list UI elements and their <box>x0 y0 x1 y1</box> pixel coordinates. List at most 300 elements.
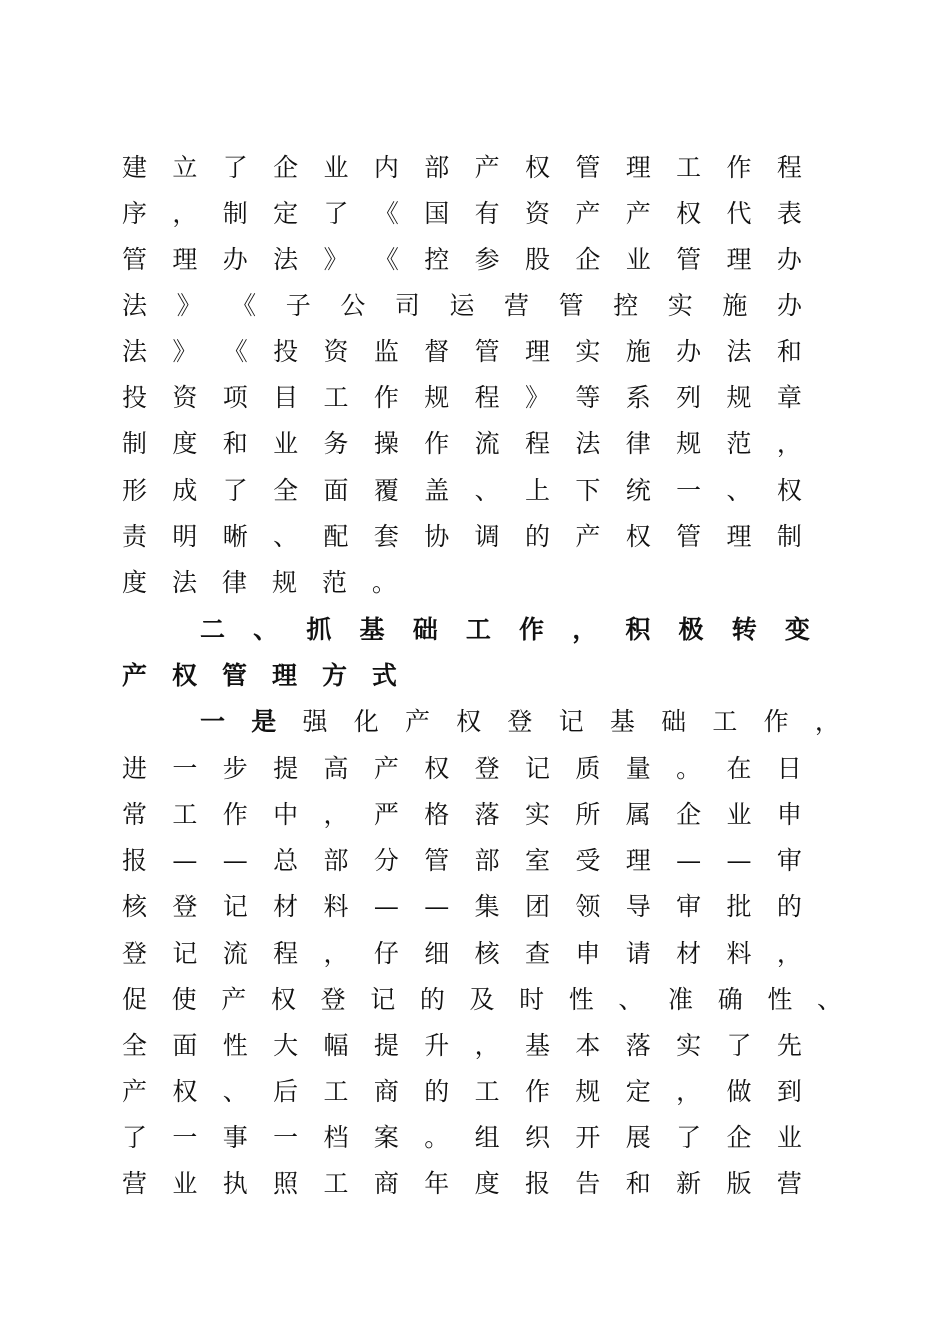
glyph: 全 <box>122 1031 148 1060</box>
glyph: 使 <box>171 985 197 1014</box>
text-line <box>122 1072 802 1112</box>
glyph: 程 <box>776 153 802 182</box>
glyph: 法 <box>122 291 148 320</box>
glyph: 管 <box>676 522 702 551</box>
glyph: 商 <box>373 1077 399 1106</box>
glyph: 控 <box>613 291 639 320</box>
glyph: 企 <box>575 245 601 274</box>
glyph: 登 <box>172 892 198 921</box>
glyph: ， <box>776 429 802 458</box>
text-line <box>122 980 842 1020</box>
glyph: 和 <box>776 337 802 366</box>
glyph: 工 <box>676 153 702 182</box>
glyph: 业 <box>323 153 349 182</box>
glyph: 工 <box>323 383 349 412</box>
glyph: 工 <box>323 1077 349 1106</box>
glyph: 升 <box>424 1031 450 1060</box>
glyph: 记 <box>370 985 396 1014</box>
glyph: 法 <box>273 245 299 274</box>
glyph: 办 <box>776 291 802 320</box>
glyph: 权 <box>776 476 802 505</box>
glyph: 记 <box>172 939 198 968</box>
glyph: 产 <box>575 522 601 551</box>
glyph: 责 <box>122 522 148 551</box>
glyph: ， <box>323 800 349 829</box>
glyph: 步 <box>222 754 248 783</box>
glyph: 规 <box>575 1077 601 1106</box>
glyph: 建 <box>122 153 148 182</box>
glyph: 》 <box>323 245 349 274</box>
glyph: 法 <box>575 429 601 458</box>
glyph: 导 <box>625 892 651 921</box>
glyph: 企 <box>676 800 702 829</box>
glyph: 年 <box>424 1169 450 1198</box>
glyph: 产 <box>474 153 500 182</box>
glyph: 配 <box>323 522 349 551</box>
glyph: 质 <box>575 754 601 783</box>
glyph: 。 <box>371 568 397 597</box>
glyph: 做 <box>726 1077 752 1106</box>
glyph: 成 <box>172 476 198 505</box>
text-line <box>122 563 397 603</box>
glyph: 权 <box>424 754 450 783</box>
glyph: 列 <box>676 383 702 412</box>
glyph: 范 <box>321 568 347 597</box>
glyph: 资 <box>172 383 198 412</box>
glyph: 准 <box>668 985 694 1014</box>
glyph: 理 <box>726 522 752 551</box>
glyph: 记 <box>558 707 584 736</box>
glyph: 材 <box>676 939 702 968</box>
glyph: 产 <box>221 985 247 1014</box>
glyph: 是 <box>251 707 277 736</box>
glyph: 和 <box>222 429 248 458</box>
glyph: 核 <box>122 892 148 921</box>
glyph: 、 <box>474 476 500 505</box>
glyph: 进 <box>122 754 148 783</box>
glyph: 的 <box>424 1077 450 1106</box>
glyph: 章 <box>776 383 802 412</box>
glyph: 流 <box>474 429 500 458</box>
glyph: 料 <box>726 939 752 968</box>
glyph: — <box>726 846 752 875</box>
glyph: 核 <box>474 939 500 968</box>
glyph: 面 <box>323 476 349 505</box>
glyph: 了 <box>676 1123 702 1152</box>
glyph: 调 <box>474 522 500 551</box>
glyph: 法 <box>122 337 148 366</box>
glyph: ， <box>572 615 598 644</box>
glyph: 一 <box>172 754 198 783</box>
glyph: 施 <box>625 337 651 366</box>
glyph: 权 <box>270 985 296 1014</box>
glyph: 时 <box>519 985 545 1014</box>
glyph: 申 <box>776 800 802 829</box>
glyph: 律 <box>221 568 247 597</box>
glyph: 序 <box>122 199 148 228</box>
glyph: 上 <box>525 476 551 505</box>
glyph: 一 <box>172 1123 198 1152</box>
glyph: 及 <box>469 985 495 1014</box>
glyph: 变 <box>784 615 810 644</box>
glyph: 办 <box>676 337 702 366</box>
glyph: 组 <box>474 1123 500 1152</box>
glyph: 强 <box>302 707 328 736</box>
text-line <box>122 887 802 927</box>
glyph: 础 <box>412 615 438 644</box>
glyph: 申 <box>575 939 601 968</box>
glyph: 格 <box>424 800 450 829</box>
glyph: 登 <box>474 754 500 783</box>
glyph: 作 <box>525 1077 551 1106</box>
glyph: 部 <box>474 846 500 875</box>
glyph: 定 <box>273 199 299 228</box>
glyph: 记 <box>222 892 248 921</box>
glyph: 集 <box>474 892 500 921</box>
glyph: 分 <box>373 846 399 875</box>
glyph: 落 <box>474 800 500 829</box>
glyph: 高 <box>323 754 349 783</box>
glyph: 一 <box>200 707 226 736</box>
paragraph-first-line <box>200 702 840 742</box>
glyph: 产 <box>625 199 651 228</box>
glyph: 式 <box>371 661 397 690</box>
glyph: 项 <box>222 383 248 412</box>
glyph: 》 <box>172 337 198 366</box>
glyph: 仔 <box>373 939 399 968</box>
text-line <box>122 1118 802 1158</box>
text-line <box>122 1164 802 1204</box>
glyph: 了 <box>323 199 349 228</box>
glyph: 中 <box>273 800 299 829</box>
glyph: 大 <box>273 1031 299 1060</box>
text-line <box>122 795 802 835</box>
text-line <box>122 424 802 464</box>
glyph: 查 <box>525 939 551 968</box>
glyph: 执 <box>222 1169 248 1198</box>
glyph: 管 <box>221 661 247 690</box>
glyph: 、 <box>726 476 752 505</box>
glyph: 作 <box>519 615 545 644</box>
glyph: 操 <box>373 429 399 458</box>
glyph: 程 <box>525 429 551 458</box>
glyph: 材 <box>273 892 299 921</box>
glyph: 管 <box>575 153 601 182</box>
glyph: 基 <box>525 1031 551 1060</box>
glyph: 部 <box>323 846 349 875</box>
glyph: — <box>373 892 399 921</box>
glyph: 监 <box>373 337 399 366</box>
glyph: 展 <box>625 1123 651 1152</box>
glyph: 案 <box>373 1123 399 1152</box>
glyph: 日 <box>776 754 802 783</box>
glyph: 公 <box>340 291 366 320</box>
glyph: 营 <box>504 291 530 320</box>
glyph: 管 <box>424 846 450 875</box>
glyph: 实 <box>575 337 601 366</box>
glyph: 制 <box>776 522 802 551</box>
glyph: 施 <box>722 291 748 320</box>
text-line <box>122 194 802 234</box>
glyph: 细 <box>424 939 450 968</box>
glyph: 一 <box>273 1123 299 1152</box>
section-heading <box>200 610 810 650</box>
glyph: 参 <box>474 245 500 274</box>
glyph: 规 <box>726 383 752 412</box>
glyph: 投 <box>122 383 148 412</box>
glyph: 档 <box>323 1123 349 1152</box>
glyph: 和 <box>625 1169 651 1198</box>
glyph: 转 <box>731 615 757 644</box>
glyph: 领 <box>575 892 601 921</box>
glyph: 办 <box>222 245 248 274</box>
glyph: 审 <box>676 892 702 921</box>
glyph: 商 <box>373 1169 399 1198</box>
section-heading-continued <box>122 656 397 696</box>
glyph: 登 <box>122 939 148 968</box>
glyph: 工 <box>712 707 738 736</box>
glyph: 登 <box>320 985 346 1014</box>
glyph: 。 <box>676 754 702 783</box>
glyph: 积 <box>625 615 651 644</box>
glyph: 记 <box>525 754 551 783</box>
glyph: 部 <box>424 153 450 182</box>
glyph: 属 <box>625 800 651 829</box>
text-line <box>122 934 802 974</box>
glyph: 协 <box>424 522 450 551</box>
glyph: 料 <box>323 892 349 921</box>
glyph: ， <box>776 939 802 968</box>
text-line <box>122 1026 802 1066</box>
glyph: 所 <box>575 800 601 829</box>
glyph: 报 <box>122 846 148 875</box>
glyph: 明 <box>172 522 198 551</box>
glyph: 下 <box>575 476 601 505</box>
glyph: 开 <box>575 1123 601 1152</box>
glyph: 投 <box>273 337 299 366</box>
glyph: 工 <box>465 615 491 644</box>
text-line <box>122 240 802 280</box>
glyph: 请 <box>625 939 651 968</box>
glyph: 在 <box>726 754 752 783</box>
glyph: 报 <box>525 1169 551 1198</box>
glyph: 《 <box>373 245 399 274</box>
glyph: 版 <box>726 1169 752 1198</box>
glyph: 》 <box>525 383 551 412</box>
glyph: 营 <box>776 1169 802 1198</box>
glyph: 织 <box>525 1123 551 1152</box>
glyph: 运 <box>449 291 475 320</box>
glyph: 性 <box>767 985 793 1014</box>
glyph: 作 <box>373 383 399 412</box>
glyph: 、 <box>222 1077 248 1106</box>
glyph: 作 <box>222 800 248 829</box>
glyph: 性 <box>222 1031 248 1060</box>
glyph: 的 <box>419 985 445 1014</box>
glyph: 控 <box>424 245 450 274</box>
text-line <box>122 332 802 372</box>
glyph: 管 <box>558 291 584 320</box>
glyph: 实 <box>676 1031 702 1060</box>
glyph: 套 <box>373 522 399 551</box>
glyph: 定 <box>625 1077 651 1106</box>
glyph: 《 <box>231 291 257 320</box>
glyph: 股 <box>525 245 551 274</box>
glyph: 量 <box>625 754 651 783</box>
glyph: 》 <box>176 291 202 320</box>
glyph: 的 <box>525 522 551 551</box>
glyph: 了 <box>222 476 248 505</box>
glyph: 规 <box>271 568 297 597</box>
glyph: 、 <box>816 985 842 1014</box>
glyph: 、 <box>273 522 299 551</box>
glyph: 基 <box>359 615 385 644</box>
text-line <box>122 471 802 511</box>
glyph: 方 <box>321 661 347 690</box>
glyph: 度 <box>172 429 198 458</box>
glyph: 企 <box>273 153 299 182</box>
glyph: 幅 <box>323 1031 349 1060</box>
glyph: 统 <box>625 476 651 505</box>
glyph: 作 <box>726 153 752 182</box>
glyph: 室 <box>524 846 550 875</box>
text-line <box>122 841 802 881</box>
glyph: 常 <box>122 800 148 829</box>
glyph: 资 <box>323 337 349 366</box>
glyph: 管 <box>474 337 500 366</box>
glyph: 覆 <box>373 476 399 505</box>
glyph: 产 <box>373 754 399 783</box>
glyph: 度 <box>474 1169 500 1198</box>
glyph: 法 <box>171 568 197 597</box>
glyph: 促 <box>122 985 148 1014</box>
glyph: 作 <box>424 429 450 458</box>
glyph: 本 <box>575 1031 601 1060</box>
glyph: 础 <box>661 707 687 736</box>
glyph: 、 <box>253 615 279 644</box>
glyph: 营 <box>122 1169 148 1198</box>
glyph: 理 <box>625 846 651 875</box>
glyph: 工 <box>474 1077 500 1106</box>
text-line <box>122 286 802 326</box>
glyph: 制 <box>122 429 148 458</box>
glyph: 度 <box>122 568 148 597</box>
glyph: 权 <box>171 661 197 690</box>
glyph: 抓 <box>306 615 332 644</box>
glyph: 流 <box>222 939 248 968</box>
glyph: 化 <box>353 707 379 736</box>
glyph: 务 <box>323 429 349 458</box>
glyph: 产 <box>122 1077 148 1106</box>
glyph: 盖 <box>424 476 450 505</box>
glyph: 规 <box>424 383 450 412</box>
glyph: 全 <box>273 476 299 505</box>
glyph: ， <box>814 707 840 736</box>
glyph: 到 <box>776 1077 802 1106</box>
glyph: 审 <box>776 846 802 875</box>
glyph: 权 <box>625 522 651 551</box>
glyph: 立 <box>172 153 198 182</box>
glyph: 规 <box>676 429 702 458</box>
glyph: ， <box>172 199 198 228</box>
glyph: 总 <box>273 846 299 875</box>
glyph: 权 <box>172 1077 198 1106</box>
text-line <box>122 148 802 188</box>
glyph: 产 <box>122 661 148 690</box>
glyph: 了 <box>122 1123 148 1152</box>
glyph: 、 <box>618 985 644 1014</box>
glyph: 督 <box>424 337 450 366</box>
glyph: 受 <box>575 846 601 875</box>
glyph: ， <box>474 1031 500 1060</box>
glyph: 二 <box>200 615 226 644</box>
glyph: 工 <box>323 1169 349 1198</box>
glyph: 登 <box>507 707 533 736</box>
glyph: 业 <box>625 245 651 274</box>
glyph: 先 <box>776 1031 802 1060</box>
glyph: 国 <box>424 199 450 228</box>
glyph: 面 <box>172 1031 198 1060</box>
glyph: 极 <box>678 615 704 644</box>
glyph: 业 <box>172 1169 198 1198</box>
glyph: 范 <box>726 429 752 458</box>
glyph: — <box>172 846 198 875</box>
glyph: 基 <box>609 707 635 736</box>
glyph: 批 <box>726 892 752 921</box>
glyph: ， <box>676 1077 702 1106</box>
glyph: 严 <box>373 800 399 829</box>
glyph: 提 <box>373 1031 399 1060</box>
glyph: 程 <box>273 939 299 968</box>
glyph: ， <box>323 939 349 968</box>
glyph: 程 <box>474 383 500 412</box>
glyph: 管 <box>676 245 702 274</box>
glyph: 办 <box>776 245 802 274</box>
glyph: 团 <box>524 892 550 921</box>
glyph: 《 <box>222 337 248 366</box>
glyph: 作 <box>763 707 789 736</box>
glyph: 制 <box>222 199 248 228</box>
glyph: — <box>424 892 450 921</box>
text-line <box>122 749 802 789</box>
glyph: 内 <box>373 153 399 182</box>
glyph: 理 <box>271 661 297 690</box>
glyph: 业 <box>726 800 752 829</box>
glyph: 实 <box>667 291 693 320</box>
glyph: 管 <box>122 245 148 274</box>
glyph: 权 <box>525 153 551 182</box>
glyph: 理 <box>726 245 752 274</box>
glyph: 等 <box>575 383 601 412</box>
glyph: 权 <box>676 199 702 228</box>
glyph: 事 <box>222 1123 248 1152</box>
glyph: 形 <box>122 476 148 505</box>
glyph: 照 <box>273 1169 299 1198</box>
glyph: 理 <box>625 153 651 182</box>
glyph: 一 <box>676 476 702 505</box>
glyph: 晰 <box>222 522 248 551</box>
glyph: 了 <box>222 153 248 182</box>
glyph: 代 <box>726 199 752 228</box>
glyph: 法 <box>726 337 752 366</box>
glyph: 新 <box>676 1169 702 1198</box>
glyph: 。 <box>424 1123 450 1152</box>
glyph: 子 <box>285 291 311 320</box>
glyph: 产 <box>575 199 601 228</box>
glyph: 律 <box>625 429 651 458</box>
glyph: 了 <box>726 1031 752 1060</box>
glyph: 落 <box>625 1031 651 1060</box>
